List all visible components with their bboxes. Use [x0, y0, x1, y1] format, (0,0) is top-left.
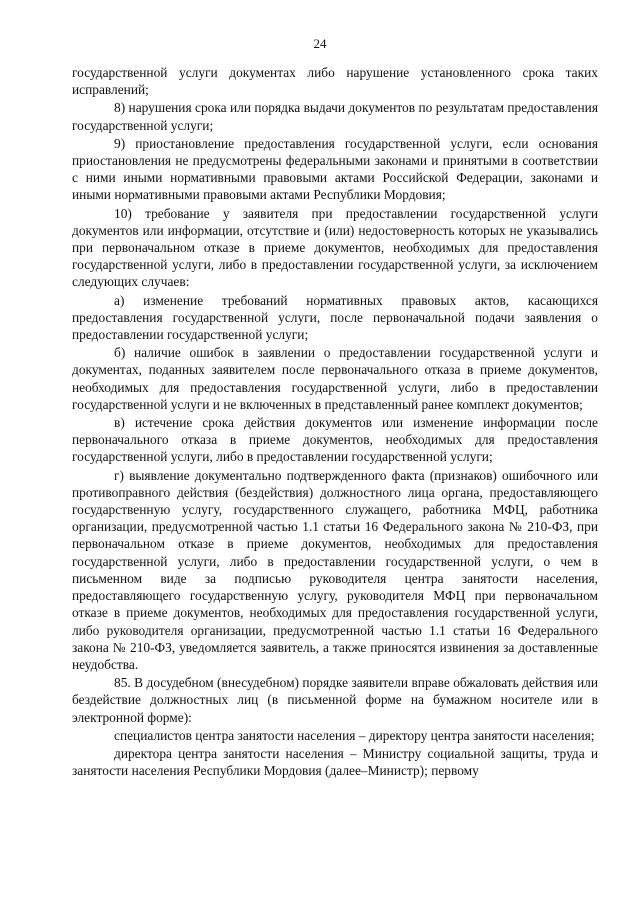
paragraph-subitem-v: в) истечение срока действия документов или изменение информации после первоначального отказа в приеме документов, необходимых для предоставления государственной услуги, либо в предоставлении государственной услуги;: [72, 415, 598, 465]
paragraph-item-8: 8) нарушения срока или порядка выдачи документов по результатам предоставления государственной услуги;: [72, 100, 598, 133]
paragraph-continuation: государственной услуги документах либо нарушение установленного срока таких исправлений;: [72, 65, 598, 98]
paragraph-subitem-b: б) наличие ошибок в заявлении о предоставлении государственной услуги и документах, поданных заявителем после первоначального отказа в приеме документов, необходимых для предоставления государственной услуги, либо в предоставлении государственной услуги и не включенных в представленный ранее комплект документов;: [72, 345, 598, 412]
paragraph-appeal-specialists: специалистов центра занятости населения – директору центра занятости населения;: [114, 727, 595, 743]
paragraph-appeal-director: директора центра занятости населения – Министру социальной защиты, труда и занятости населения Республики Мордовия (далее–Министр); первому: [72, 745, 598, 779]
paragraph-subitem-g: г) выявление документально подтвержденного факта (признаков) ошибочного или противоправного действия (бездействия) должностного лица органа, предоставляющего государственную услугу, государственного служащего, работника МФЦ, работника организации, предусмотренной частью 1.1 статьи 16 Федерального закона № 210-ФЗ, при первоначальном отказе в приеме документов, необходимых для предоставления государственной услуги, либо в предоставлении государственной услуги, о чем в письменном виде за подписью руководителя центра занятости населения, предоставляющего государственную услугу, руководителя МФЦ при первоначальном отказе в приеме документов, необходимых для предоставления государственной услуги, либо руководителя организации, предусмотренной частью 1.1 статьи 16 Федерального закона № 210-ФЗ, уведомляется заявитель, а также приносятся извинения за доставленные неудобства.: [72, 467, 598, 672]
document-body: [72, 64, 598, 779]
paragraph-subitem-a: а) изменение требований нормативных правовых актов, касающихся предоставления государственной услуги, после первоначальной подачи заявления о предоставлении государственной услуги;: [72, 292, 598, 343]
page-number: 24: [313, 36, 327, 51]
paragraph-item-10: 10) требование у заявителя при предоставлении государственной услуги документов или информации, отсутствие и (или) недостоверность которых не указывались при первоначальном отказе в приеме документов, необходимых для предоставления государственной услуги, либо в предоставлении государственной услуги, за исключением следующих случаев:: [72, 205, 598, 290]
paragraph-item-9: 9) приостановление предоставления государственной услуги, если основания приостановления не предусмотрены федеральными законами и принятыми в соответствии с ними иными нормативными правовыми актами Российской Федерации, законами и иными нормативными правовыми актами Республики Мордовия;: [72, 135, 598, 203]
paragraph-item-85: 85. В досудебном (внесудебном) порядке заявители вправе обжаловать действия или бездействие должностных лиц (в письменной форме на бумажном носителе или в электронной форме):: [72, 675, 598, 725]
